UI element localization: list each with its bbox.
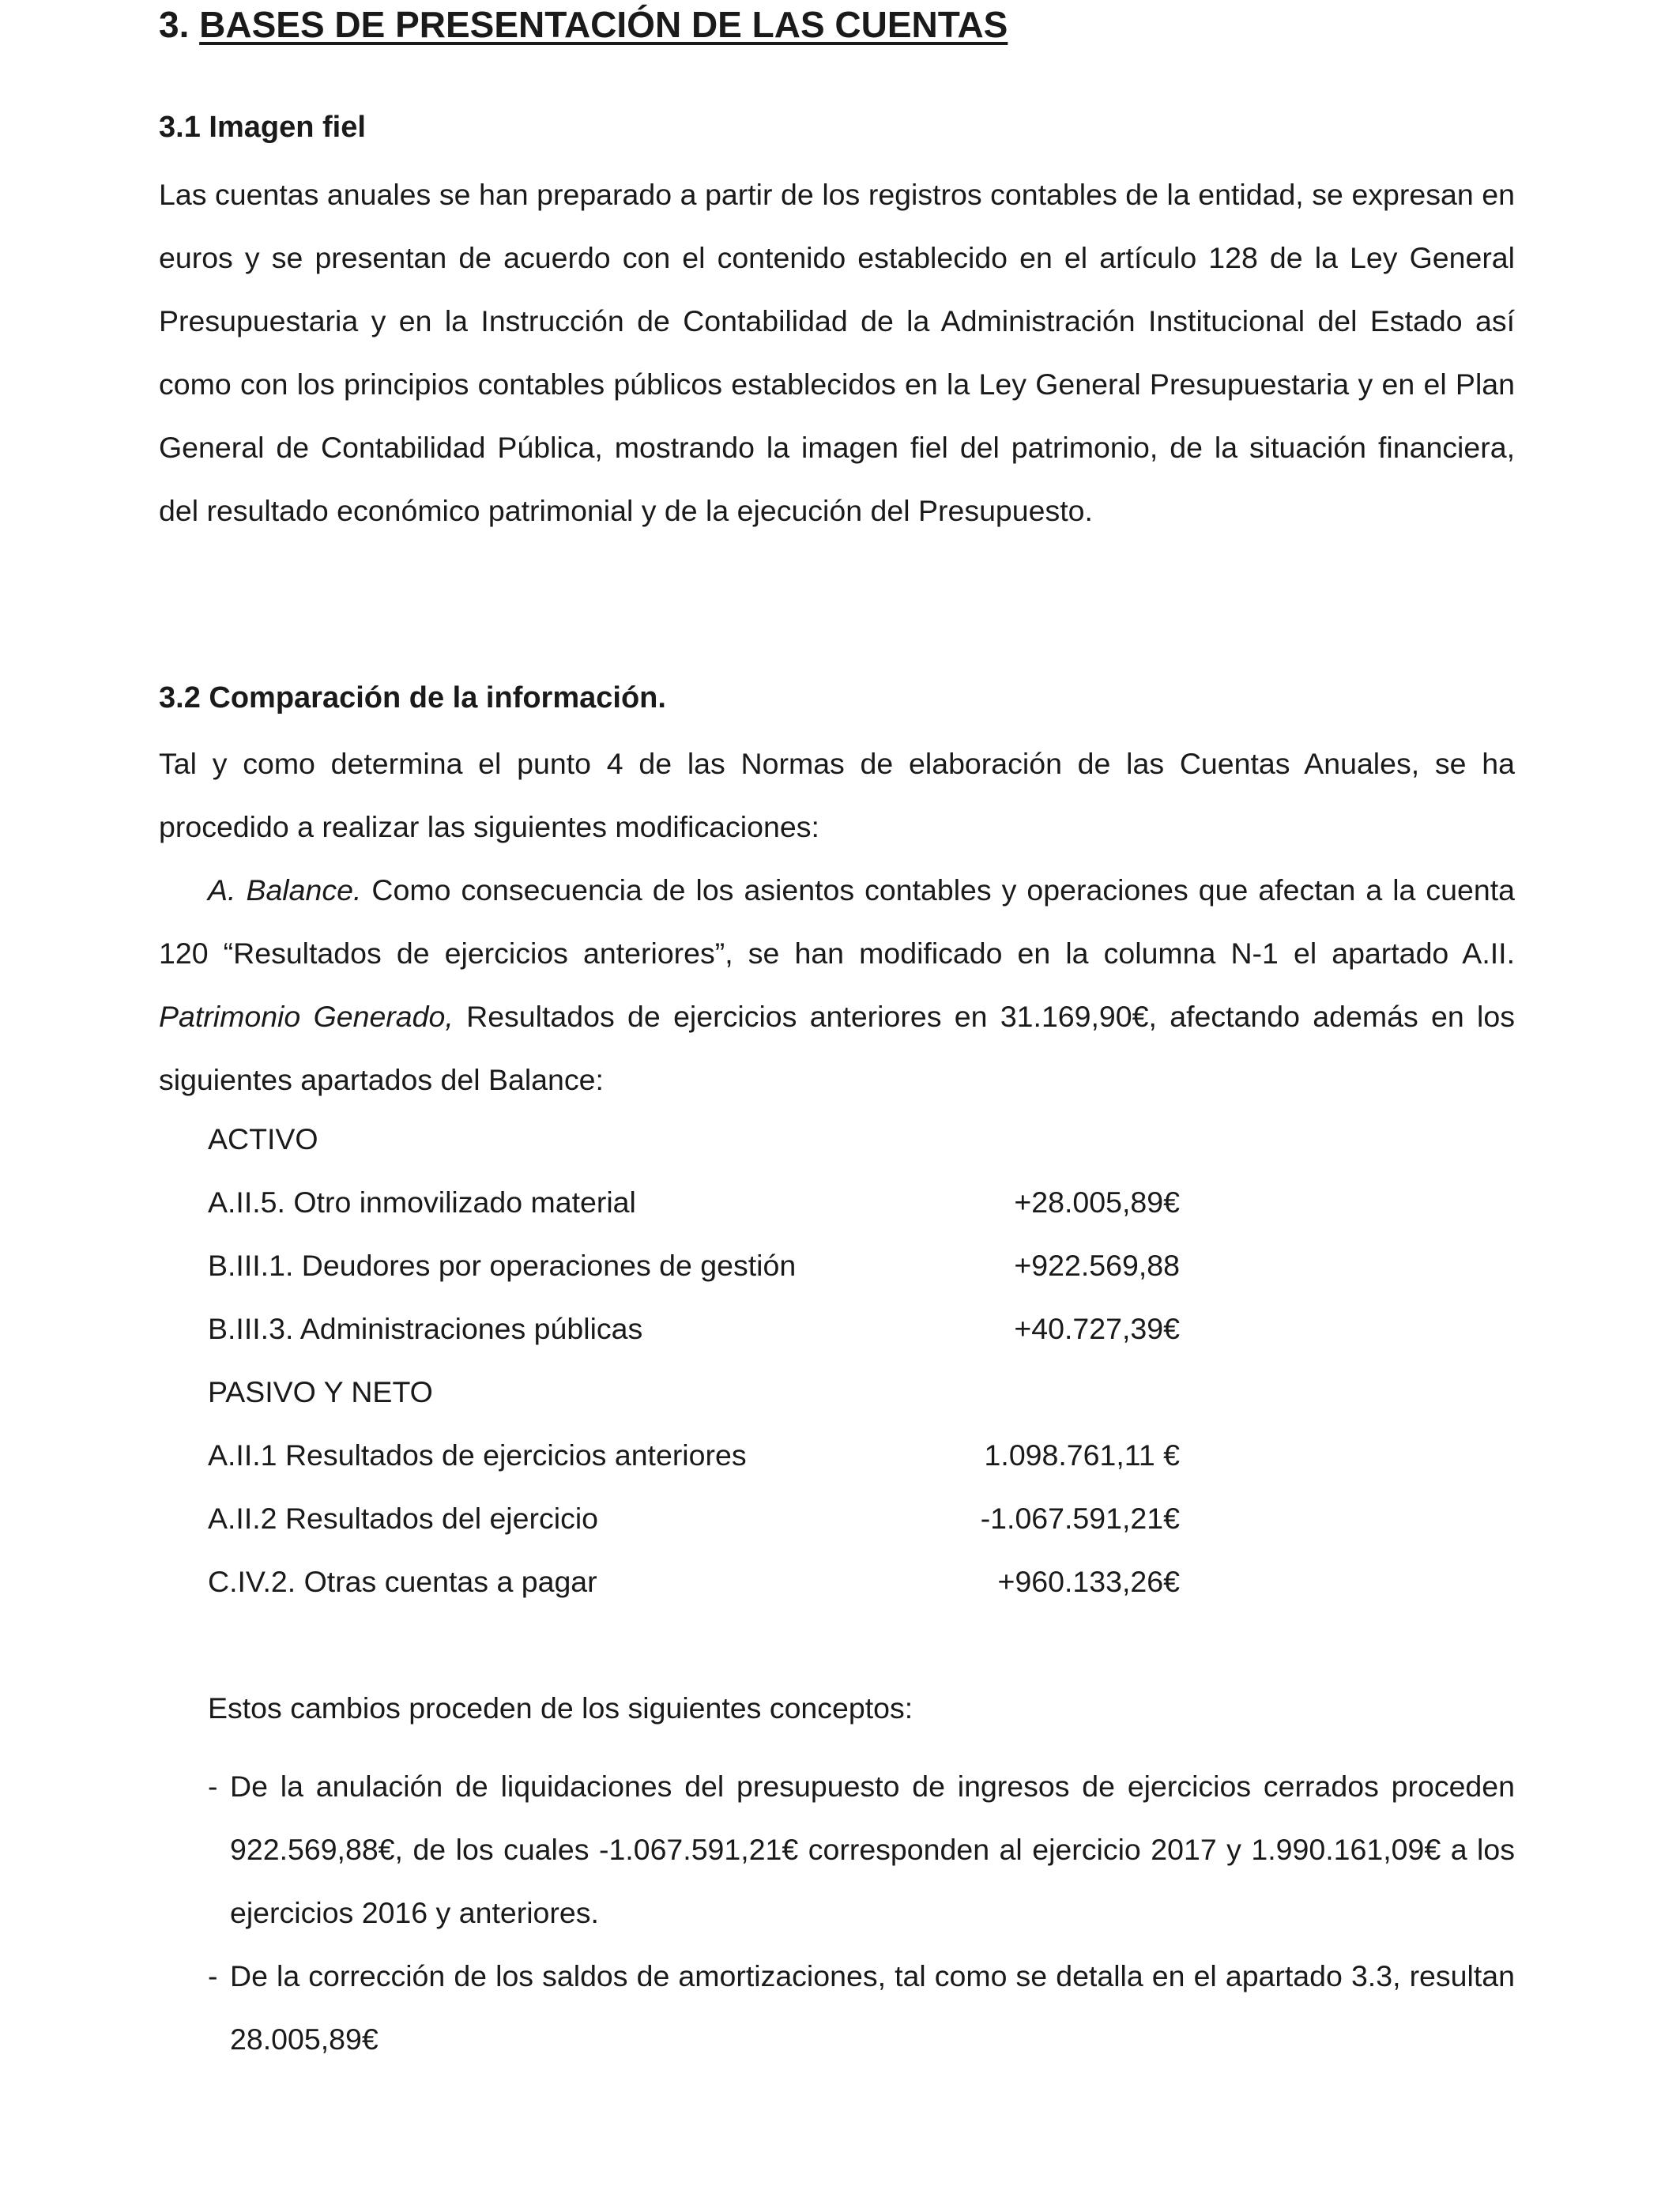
item-label: A.II.5. Otro inmovilizado material (208, 1186, 636, 1219)
bullet-text: De la corrección de los saldos de amortizaciones, tal como se detalla en el apartado 3.3, resultan 28.005,89€ (230, 1959, 1515, 2056)
item-value: +28.005,89€ (1014, 1186, 1180, 1219)
activo-item (208, 1249, 1180, 1312)
section-3-1-paragraph: Las cuentas anuales se han preparado a partir de los registros contables de la entidad, se expresan en euros y se presentan de acuerdo con el contenido establecido en el artículo 128 de la Ley General Presupuestaria y en la Instrucción de Contabilidad de la Administración Institucional del Estado así como con los principios contables públicos establecidos en la Ley General Presupuestaria y en el Plan General de Contabilidad Pública, mostrando la imagen fiel del patrimonio, de la situación financiera, del resultado económico patrimonial y de la ejecución del Presupuesto. (159, 178, 1515, 527)
concepts-intro: Estos cambios proceden de los siguientes conceptos: (208, 1691, 913, 1725)
balance-text-part-2: Resultados de ejercicios anteriores en 31.169,90€, afectando además en los siguientes apartados del Balance: (159, 1000, 1515, 1096)
section-3-2-heading: 3.2 Comparación de la información. (159, 681, 666, 714)
title-text: BASES DE PRESENTACIÓN DE LAS CUENTAS (199, 4, 1008, 45)
bullet-dash: - (208, 1770, 218, 1803)
item-value: +960.133,26€ (997, 1565, 1180, 1598)
item-value: -1.067.591,21€ (980, 1502, 1180, 1535)
page-title (159, 3, 1008, 46)
item-value: 1.098.761,11 € (984, 1438, 1180, 1472)
item-label: A.II.1 Resultados de ejercicios anteriores (208, 1438, 747, 1472)
pasivo-item (208, 1502, 1180, 1565)
balance-italic-heading: A. Balance. (208, 873, 362, 907)
item-label: B.III.3. Administraciones públicas (208, 1312, 643, 1345)
activo-item (208, 1312, 1180, 1375)
list-item (208, 1755, 1515, 1944)
bullet-dash: - (208, 1959, 218, 1992)
item-label: C.IV.2. Otras cuentas a pagar (208, 1565, 597, 1598)
balance-paragraph (159, 858, 1515, 1111)
activo-label: ACTIVO (208, 1122, 318, 1155)
section-3-2-intro: Tal y como determina el punto 4 de las Normas de elaboración de las Cuentas Anuales, se ha procedido a realizar las siguientes modificaciones: (159, 747, 1515, 843)
item-label: A.II.2 Resultados del ejercicio (208, 1502, 599, 1535)
balance-italic-patrimonio: Patrimonio Generado, (159, 1000, 454, 1033)
item-label: B.III.1. Deudores por operaciones de gestión (208, 1249, 797, 1282)
item-value: +922.569,88 (1014, 1249, 1180, 1282)
section-3-1-heading: 3.1 Imagen fiel (159, 111, 366, 144)
balance-text-part-1: Como consecuencia de los asientos contables y operaciones que afectan a la cuenta 120 “Resultados de ejercicios anteriores”, se han modificado en la columna N-1 el apartado A.II. (159, 873, 1515, 970)
list-item (208, 1944, 1515, 2071)
bullet-text: De la anulación de liquidaciones del presupuesto de ingresos de ejercicios cerrados proceden 922.569,88€, de los cuales -1.067.591,21€ corresponden al ejercicio 2017 y 1.990.161,09€ a los ejercicios 2016 y anteriores. (230, 1770, 1515, 1929)
title-number: 3. (159, 4, 190, 45)
pasivo-item (208, 1565, 1180, 1628)
pasivo-label: PASIVO Y NETO (208, 1375, 433, 1408)
pasivo-item (208, 1438, 1180, 1502)
item-value: +40.727,39€ (1014, 1312, 1180, 1345)
activo-item (208, 1186, 1180, 1249)
